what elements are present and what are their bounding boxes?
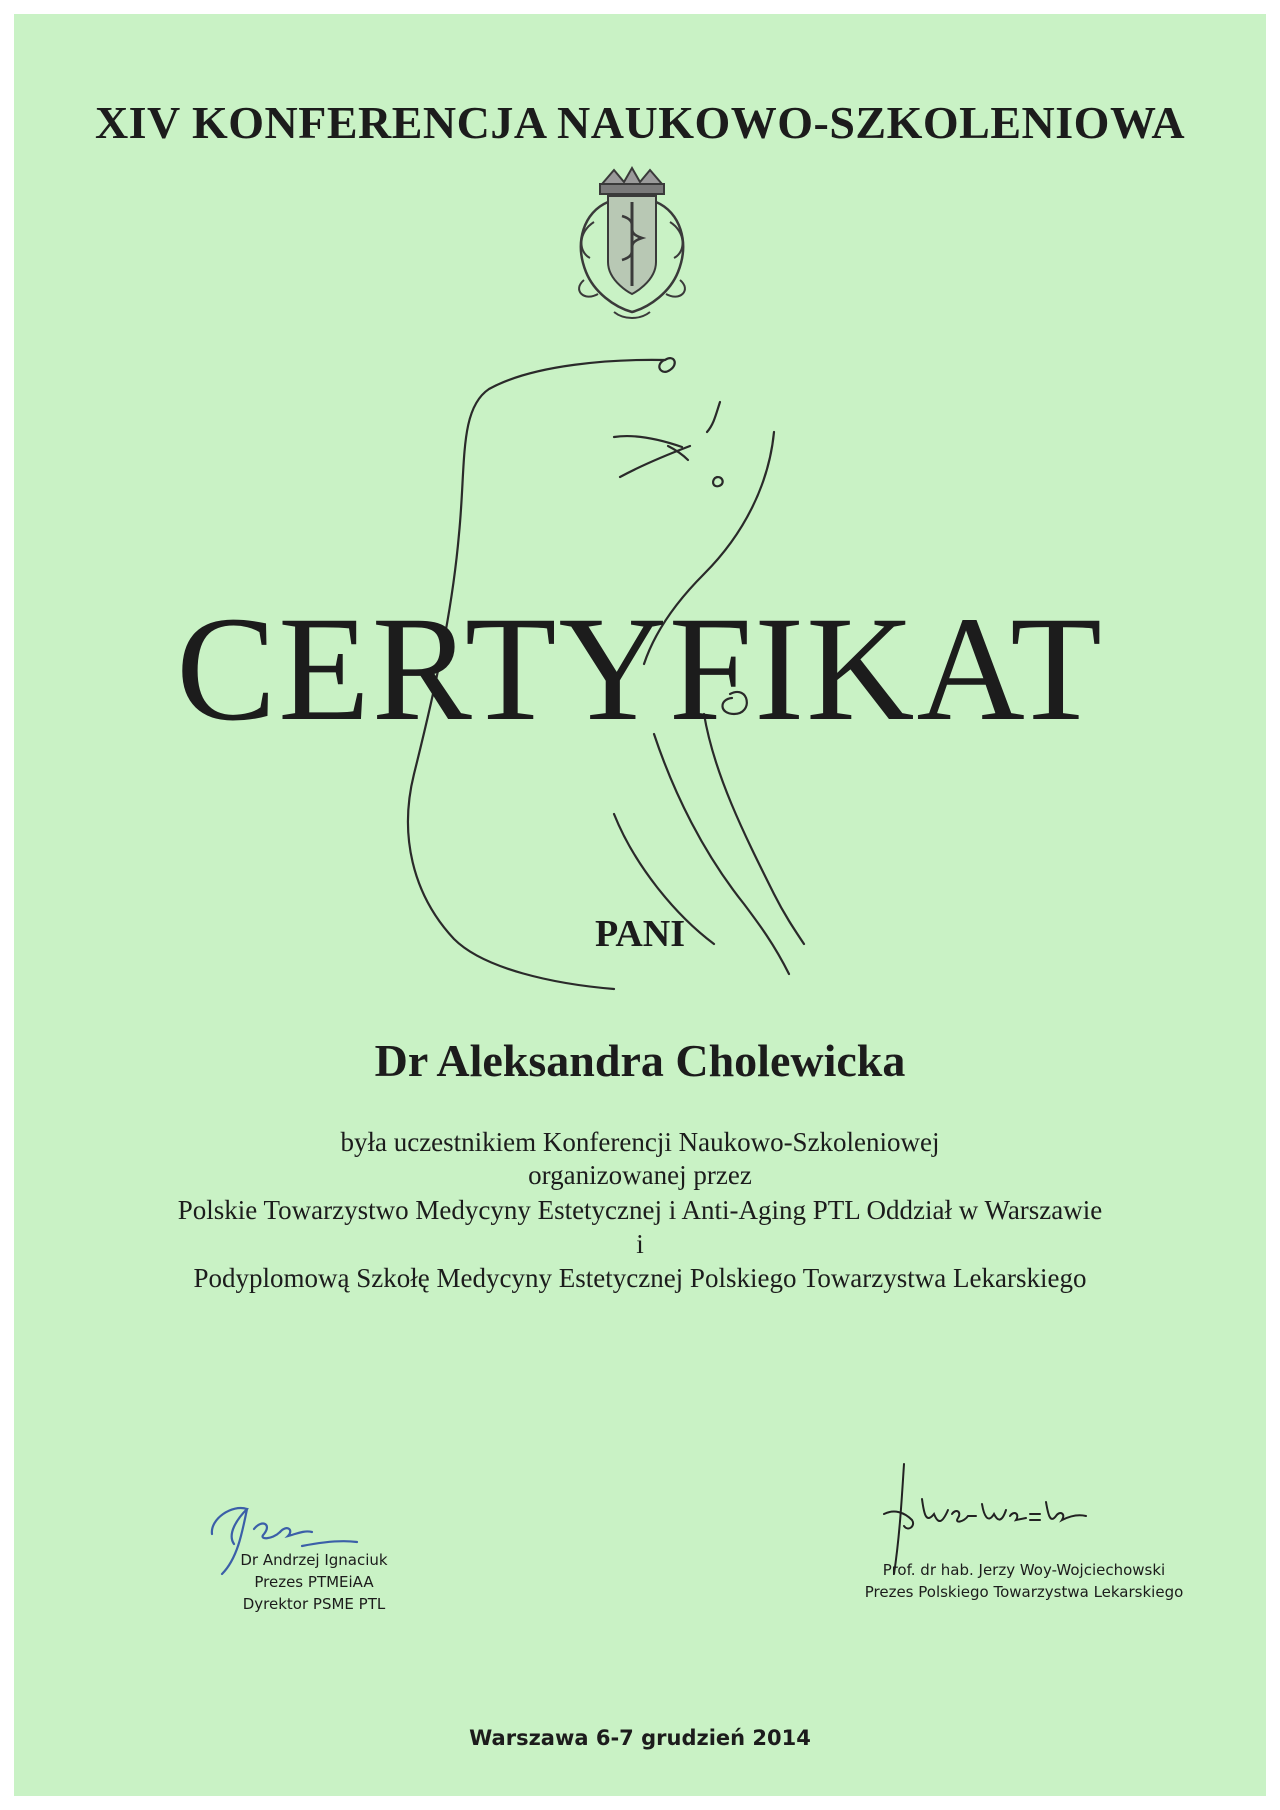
salutation: PANI (594, 913, 686, 955)
recipient-name: Dr Aleksandra Cholewicka (374, 1035, 906, 1086)
body-line: Polskie Towarzystwo Medycyny Estetycznej i Anti-Aging PTL Oddział w Warszawie (177, 1195, 1103, 1225)
certificate-heading: CERTYFIKAT (176, 586, 1104, 752)
signatory-left (164, 1549, 464, 1615)
medical-society-crest-icon (564, 162, 700, 322)
place-and-date: Warszawa 6-7 grudzień 2014 (469, 1726, 811, 1750)
signatory-right-role: Prezes Polskiego Towarzystwa Lekarskiego (864, 1583, 1184, 1601)
body-line: Podyplomową Szkołę Medycyny Estetycznej Polskiego Towarzystwa Lekarskiego (193, 1263, 1087, 1293)
body-line: była uczestnikiem Konferencji Naukowo-Szkoleniowej (340, 1127, 940, 1157)
signatory-right (834, 1559, 1214, 1603)
body-line: organizowanej przez (528, 1160, 752, 1190)
body-line: i (636, 1229, 644, 1259)
signatory-right-name: Prof. dr hab. Jerzy Woy-Wojciechowski (882, 1561, 1166, 1579)
certificate-page (14, 14, 1266, 1796)
signatory-left-role: Dyrektor PSME PTL (242, 1595, 386, 1613)
signatory-left-name: Dr Andrzej Ignaciuk (240, 1551, 388, 1569)
signatory-left-role: Prezes PTMEiAA (254, 1573, 374, 1591)
conference-title: XIV KONFERENCJA NAUKOWO-SZKOLENIOWA (94, 97, 1186, 148)
